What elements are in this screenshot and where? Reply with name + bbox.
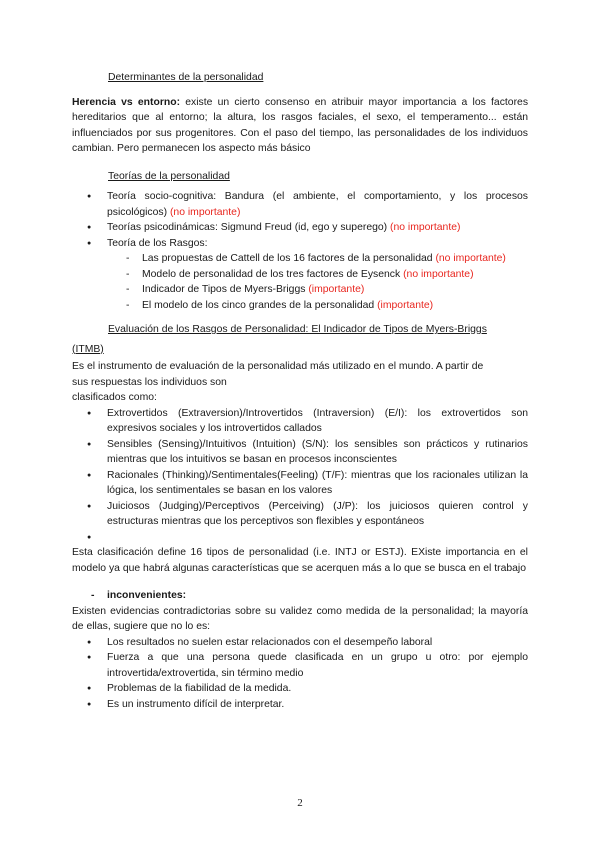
document-page: [72, 70, 528, 712]
list-item: ● Los resultados no suelen estar relacionados con el desempeño laboral: [72, 635, 528, 651]
section-heading-determinantes: Determinantes de la personalidad: [108, 72, 264, 83]
list-item: ● Teoría socio-cognitiva: Bandura (el ambiente, el comportamiento, y los procesos psicológicos) (no importante): [72, 189, 528, 220]
page-number: 2: [297, 797, 303, 809]
list-item: ● Teorías psicodinámicas: Sigmund Freud (id, ego y superego) (no importante): [72, 220, 528, 236]
importance-note: (no importante): [390, 222, 461, 233]
itmb-dimensions-list: [72, 406, 528, 546]
section-heading-teorias: Teorías de la personalidad: [108, 170, 230, 182]
importance-note: (no importante): [169, 206, 241, 218]
paragraph-itmb-intro: Es el instrumento de evaluación de la personalidad más utilizado en el mundo. A partir de sus respuestas los individuos son clasificados como:: [72, 361, 484, 403]
list-item: ● Sensibles (Sensing)/Intuitivos (Intuition) (S/N): los sensibles son prácticos y rutinarios mientras que los intuitivos se basan en procesos inconscientes: [72, 437, 528, 468]
paragraph-herencia: [72, 95, 528, 157]
importance-note: (importante): [308, 284, 365, 295]
importance-note: (no importante): [403, 268, 474, 280]
inconvenientes-heading-list: [72, 588, 528, 604]
importance-note: (importante): [377, 299, 434, 311]
section-heading-inconvenientes: - inconvenientes:: [72, 588, 528, 604]
list-item: ● Racionales (Thinking)/Sentimentales(Feeling) (T/F): mientras que los racionales utilizan la lógica, los sentimentales se basan en los valores: [72, 468, 528, 499]
paragraph-inconvenientes: Existen evidencias contradictorias sobre su validez como medida de la personalidad; la mayoría de ellas, sugiere que no lo es:: [72, 605, 528, 632]
sublist-item: - El modelo de los cinco grandes de la personalidad (importante): [107, 298, 528, 314]
list-item: ● Teoría de los Rasgos: - Las propuestas de Cattell de los 16 factores de la personalidad (no importante) - Modelo de personalidad de los tres factores de Eysenck (no importante) - Indicador de Tipos de Myers-Briggs (importante) - El modelo de los cinco grandes de la personalidad (importante): [72, 236, 528, 314]
list-item: ● Extrovertidos (Extraversion)/Introvertidos (Intraversion) (E/I): los extrovertidos son expresivos sociales y los introvertidos callados: [72, 406, 528, 437]
sublist-item: - Modelo de personalidad de los tres factores de Eysenck (no importante): [107, 267, 528, 283]
importance-note: (no importante): [435, 253, 506, 264]
empty-list-item: [72, 530, 528, 546]
sublist-item: - Indicador de Tipos de Myers-Briggs (importante): [107, 282, 528, 298]
list-item: ● Es un instrumento difícil de interpretar.: [72, 697, 528, 713]
paragraph-itmb-closing: Esta clasificación define 16 tipos de personalidad (i.e. INTJ or ESTJ). EXiste importancia en el modelo ya que habrá algunas características que se acerquen más a lo que se busca en el trabajo: [72, 547, 528, 574]
inconvenientes-list: [72, 635, 528, 713]
sublist-item: - Las propuestas de Cattell de los 16 factores de la personalidad (no importante): [107, 251, 528, 267]
paragraph-lead-text: existe un cierto consenso en atribuir mayor importancia a los factores hereditarios que al entorno; la altura, los rasgos faciales, el sexo, el temperamento... están influenciados por sus progenitores. Con el paso del tiempo, las personalidades de los individuos cambian. Pero permanecen los aspecto más básico: [72, 96, 529, 154]
list-item: ● Fuerza a que una persona quede clasificada en un grupo u otro: por ejemplo introvertida/extrovertida, sin término medio: [72, 650, 528, 681]
paragraph-lead-bold: Herencia vs entorno:: [72, 96, 181, 108]
list-item: ● Problemas de la fiabilidad de la medida.: [72, 681, 528, 697]
section-heading-evaluacion: Evaluación de los Rasgos de Personalidad: El Indicador de Tipos de Myers-Briggs (ITMB): [72, 324, 487, 355]
theories-list: [72, 189, 528, 313]
traits-sublist: [107, 251, 528, 313]
list-item: ● Juiciosos (Judging)/Perceptivos (Perceiving) (J/P): los juiciosos quieren control y estructuras mientras que los perceptivos son flexibles y espontáneos: [72, 499, 528, 530]
